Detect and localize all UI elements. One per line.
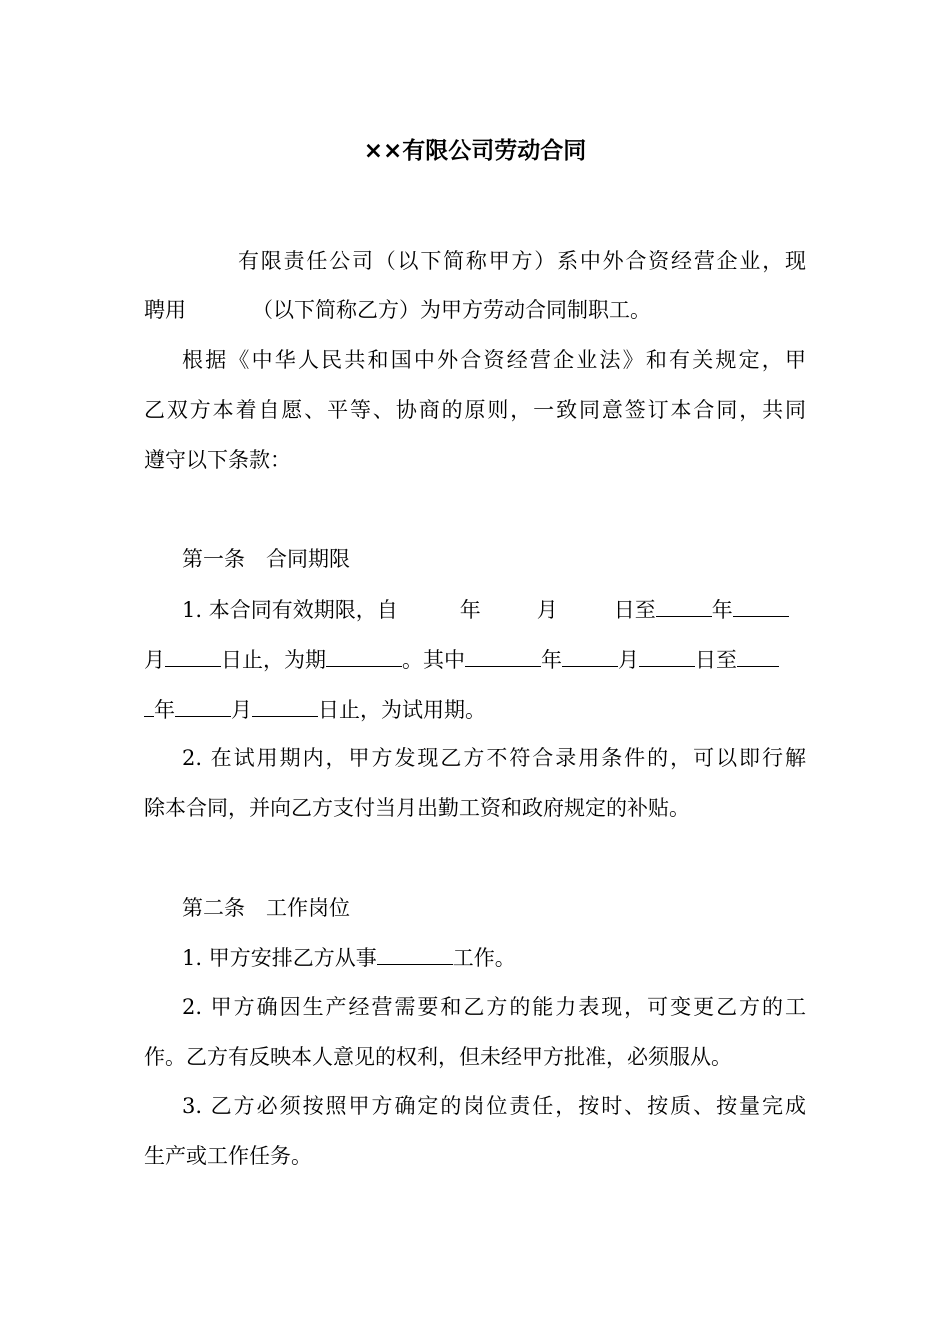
text: 日止，为试用期。 <box>318 698 486 722</box>
article-1-item-2-line-1 <box>182 743 806 773</box>
text: 月 <box>144 648 165 672</box>
article-1-item-2-line-2 <box>144 793 806 823</box>
text: 工作。 <box>452 946 516 970</box>
basis-text: 乙双方本着自愿、平等、协商的原则，一致同意签订本合同，共同 <box>144 398 806 422</box>
article-1-item-1-line-1 <box>182 594 806 624</box>
article-1-item-1-line-3 <box>144 694 806 724</box>
text: 生产或工作任务。 <box>144 1144 312 1168</box>
basis-line-2 <box>144 395 806 425</box>
fill-in-blank[interactable] <box>377 942 453 965</box>
basis-text: 根据《中华人民共和国中外合资经营企业法》和有关规定，甲 <box>182 348 806 372</box>
fill-in-blank[interactable] <box>252 694 318 717</box>
text: 1. 本合同有效期限，自 <box>182 598 398 622</box>
text: 年 <box>459 598 481 622</box>
intro-text: 有限责任公司（以下简称甲方）系中外合资经营企业，现 <box>238 249 806 273</box>
text: 月 <box>618 648 639 672</box>
text: 日至 <box>613 598 656 622</box>
fill-in-blank[interactable] <box>737 644 779 667</box>
text: 年 <box>541 648 562 672</box>
text: 日止，为期 <box>221 648 326 672</box>
fill-in-blank[interactable] <box>639 644 695 667</box>
intro-text: 聘用 <box>144 298 186 322</box>
fill-in-blank[interactable] <box>465 644 541 667</box>
text: 作。乙方有反映本人意见的权利，但未经甲方批准，必须服从。 <box>144 1045 732 1069</box>
fill-in-blank[interactable] <box>733 594 789 617</box>
fill-in-blank[interactable] <box>175 694 231 717</box>
heading-text: 第二条 工作岗位 <box>182 896 350 920</box>
article-1-heading <box>182 544 844 574</box>
basis-text: 遵守以下条款： <box>144 448 291 472</box>
article-2-item-1 <box>182 942 844 972</box>
text: 1. 甲方安排乙方从事 <box>182 946 377 970</box>
text: 2. 甲方确因生产经营需要和乙方的能力表现，可变更乙方的工 <box>182 995 806 1019</box>
article-2-item-3-line-1 <box>182 1091 806 1121</box>
text: 月 <box>536 598 558 622</box>
intro-line-1 <box>238 246 806 276</box>
intro-text: （以下简称乙方）为甲方劳动合同制职工。 <box>252 298 651 322</box>
fill-in-blank[interactable] <box>562 644 618 667</box>
article-2-item-2-line-1 <box>182 992 806 1022</box>
document-title: ××有限公司劳动合同 <box>363 138 587 164</box>
fill-in-blank[interactable] <box>144 694 154 717</box>
text: 年 <box>154 698 175 722</box>
text: 2. 在试用期内，甲方发现乙方不符合录用条件的，可以即行解 <box>182 746 806 770</box>
text: 除本合同，并向乙方支付当月出勤工资和政府规定的补贴。 <box>144 796 690 820</box>
text: 年 <box>711 598 733 622</box>
text: 。其中 <box>402 648 465 672</box>
text: 3. 乙方必须按照甲方确定的岗位责任，按时、按质、按量完成 <box>182 1094 806 1118</box>
fill-in-blank[interactable] <box>326 644 402 667</box>
basis-line-1 <box>182 345 806 375</box>
article-2-heading <box>182 893 844 923</box>
intro-line-2 <box>144 295 806 325</box>
text: 日至 <box>695 648 737 672</box>
heading-text: 第一条 合同期限 <box>182 547 350 571</box>
fill-in-blank[interactable] <box>656 594 712 617</box>
article-1-item-1-line-2 <box>144 644 806 674</box>
text: 月 <box>231 698 252 722</box>
basis-line-3 <box>144 445 806 475</box>
fill-in-blank[interactable] <box>165 644 221 667</box>
article-2-item-3-line-2 <box>144 1141 806 1171</box>
article-2-item-2-line-2 <box>144 1042 806 1072</box>
